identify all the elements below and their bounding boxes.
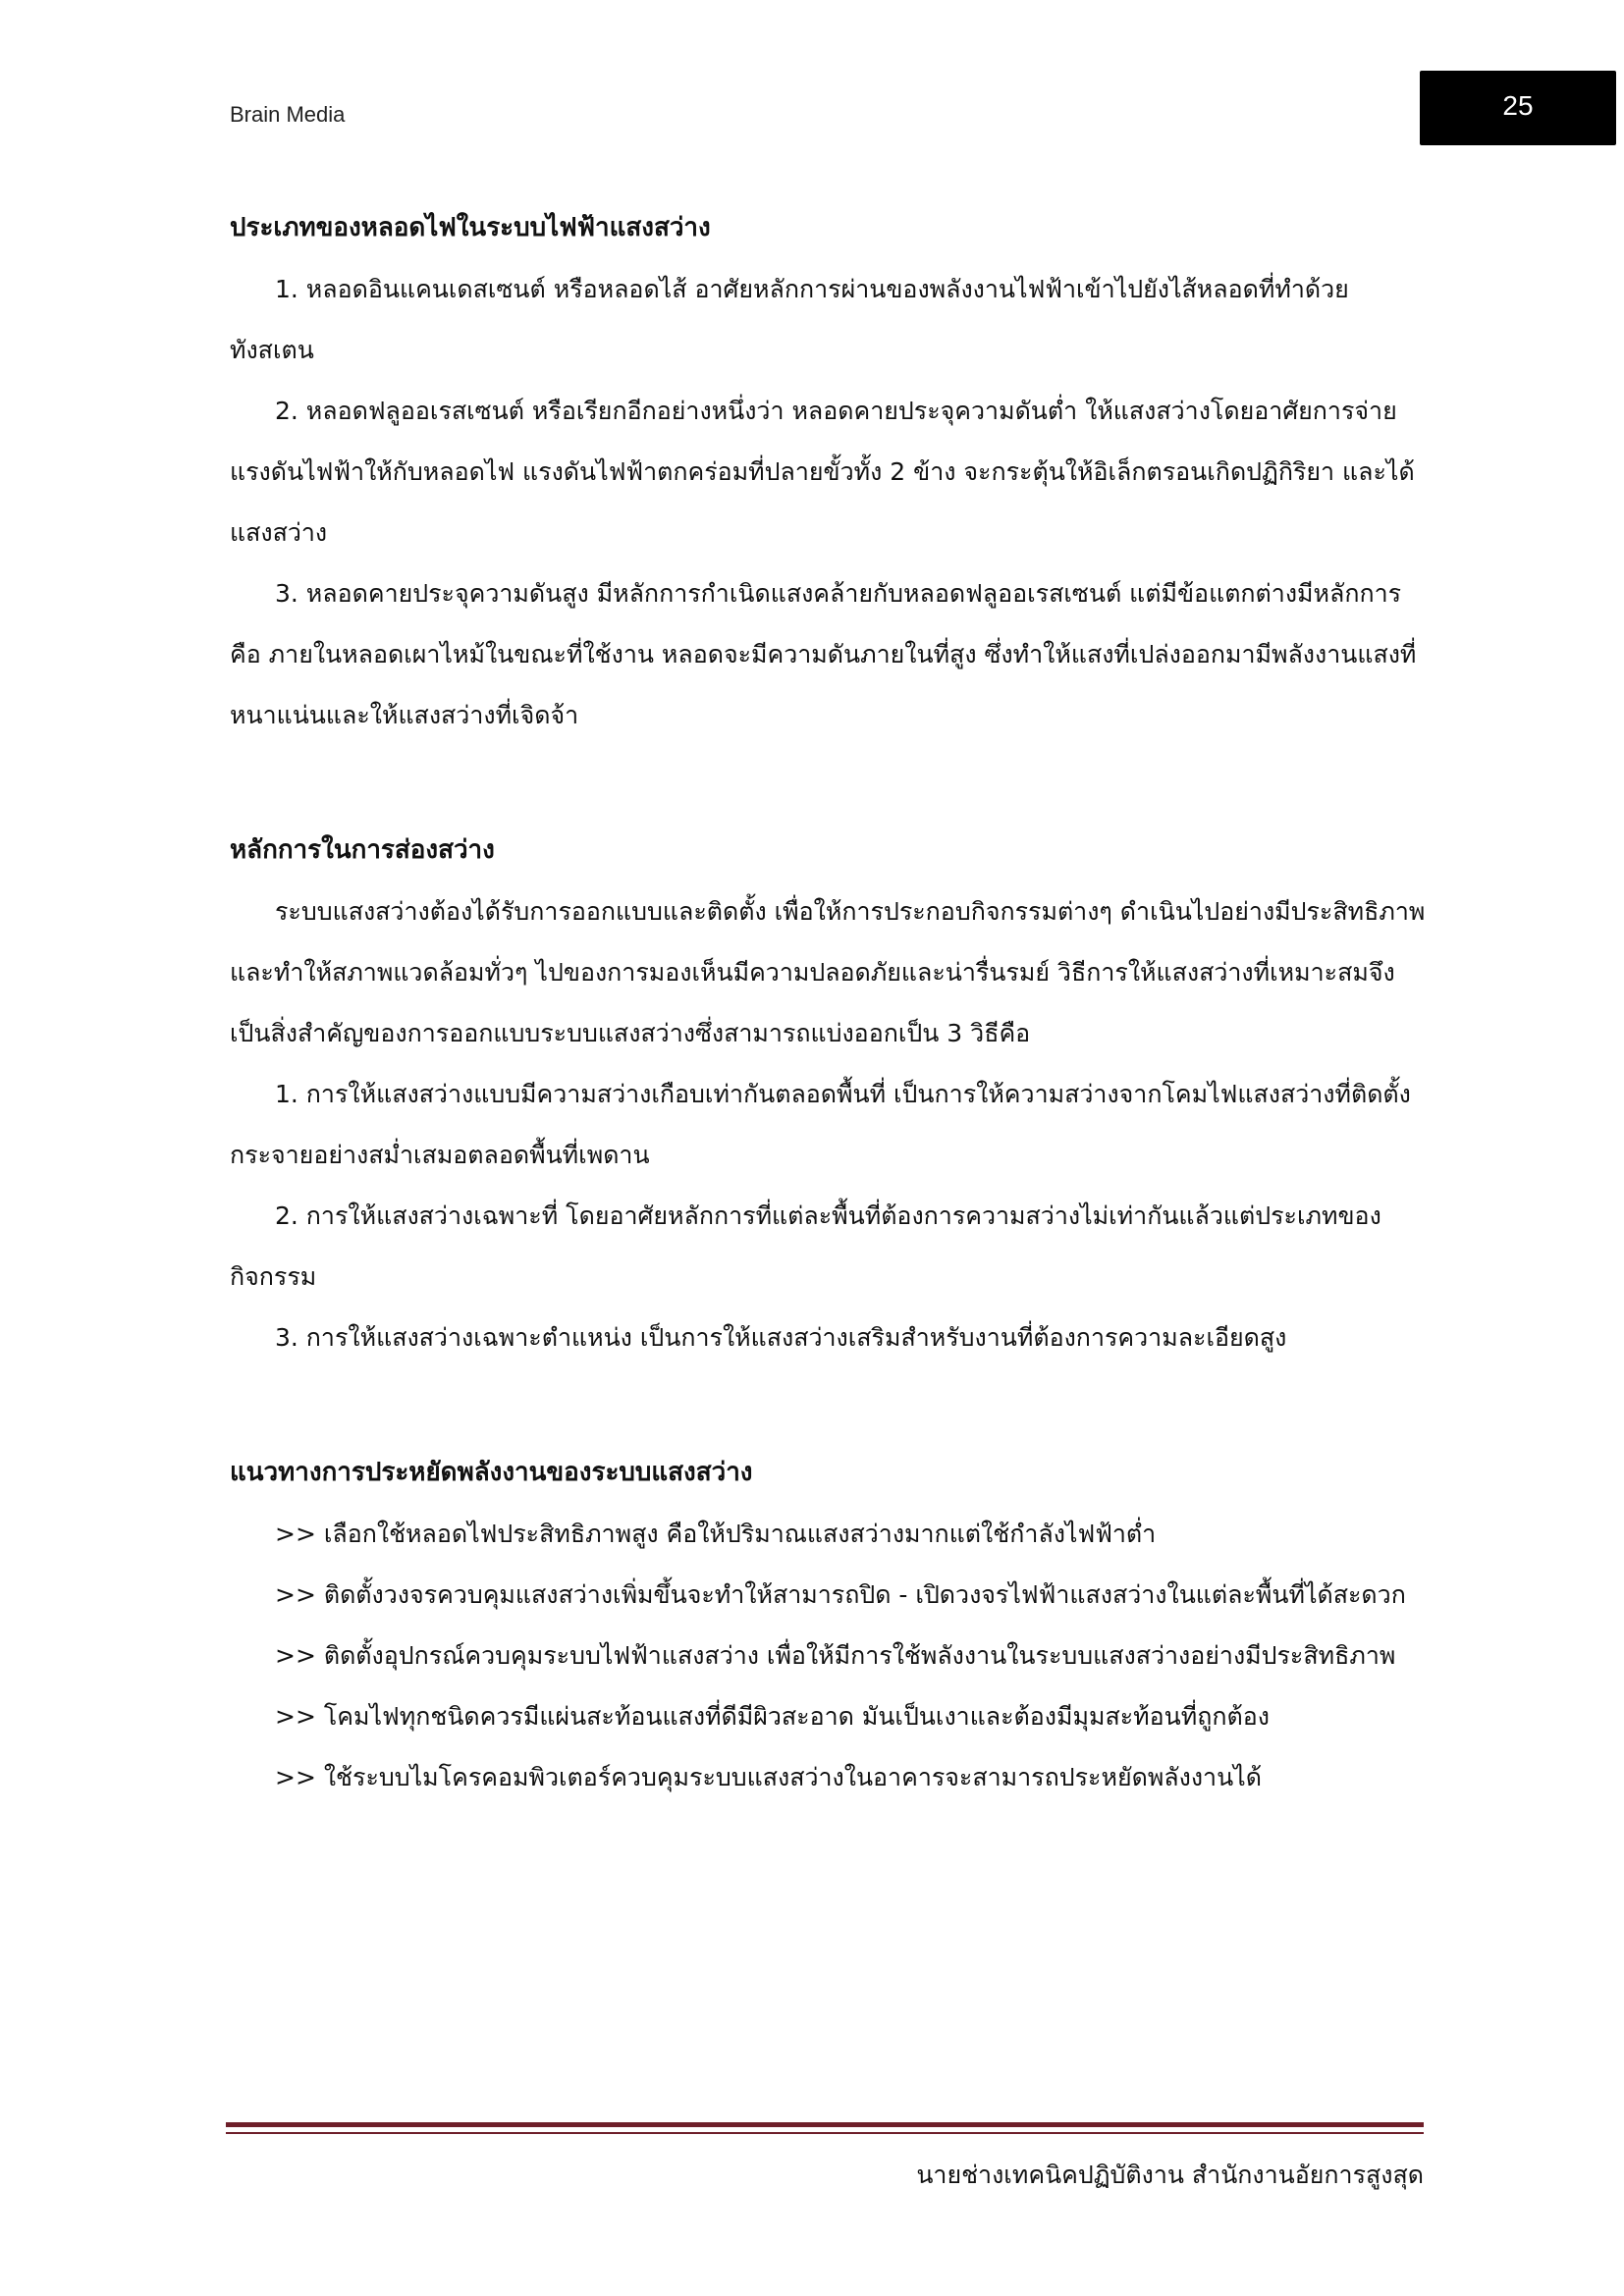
paragraph: 3. การให้แสงสว่างเฉพาะตำแหน่ง เป็นการให้แสงสว่างเสริมสำหรับงานที่ต้องการความละเอียดสูง: [275, 1323, 1287, 1352]
section-heading: หลักการในการส่องสว่าง: [230, 835, 495, 865]
footer-divider-thin: [226, 2132, 1424, 2134]
bullet-paragraph: >> ติดตั้งวงจรควบคุมแสงสว่างเพิ่มขึ้นจะทำให้สามารถปิด - เปิดวงจรไฟฟ้าแสงสว่างในแต่ละพื้นที่ได้สะดวก: [275, 1580, 1406, 1609]
paragraph: ระบบแสงสว่างต้องได้รับการออกแบบและติดตั้ง เพื่อให้การประกอบกิจกรรมต่างๆ ดำเนินไปอย่างมีประสิทธิภาพ และทำให้สภาพแวดล้อมทั่วๆ ไปของการมองเห็นมีความปลอดภัยและน่ารื่นรมย์ วิธีการให้แสงสว่างที่เหมาะสมจึงเป็นสิ่งสำคัญของการออกแบบระบบแสงสว่างซึ่งสามารถแบ่งออกเป็น 3 วิธีคือ: [230, 897, 1426, 1047]
paragraph: 3. หลอดคายประจุความดันสูง มีหลักการกำเนิดแสงคล้ายกับหลอดฟลูออเรสเซนต์ แต่มีข้อแตกต่างมีหลักการคือ ภายในหลอดเผาไหม้ในขณะที่ใช้งาน หลอดจะมีความดันภายในที่สูง ซึ่งทำให้แสงที่เปล่งออกมามีพลังงานแสงที่หนาแน่นและให้แสงสว่างที่เจิดจ้า: [230, 579, 1417, 729]
bullet-paragraph: >> ติดตั้งอุปกรณ์ควบคุมระบบไฟฟ้าแสงสว่าง เพื่อให้มีการใช้พลังงานในระบบแสงสว่างอย่างมีประสิทธิภาพ: [275, 1641, 1396, 1670]
paragraph: 1. การให้แสงสว่างแบบมีความสว่างเกือบเท่ากันตลอดพื้นที่ เป็นการให้ความสว่างจากโคมไฟแสงสว่างที่ติดตั้งกระจายอย่างสม่ำเสมอตลอดพื้นที่เพดาน: [230, 1080, 1411, 1169]
footer-text: นายช่างเทคนิคปฏิบัติงาน สำนักงานอัยการสูงสุด: [916, 2161, 1424, 2189]
section-lamp-types: [230, 196, 1428, 746]
paragraph: 1. หลอดอินแคนเดสเซนต์ หรือหลอดไส้ อาศัยหลักการผ่านของพลังงานไฟฟ้าเข้าไปยังไส้หลอดที่ทำด้วยทังสเตน: [230, 275, 1349, 364]
section-energy-saving: [230, 1441, 1428, 1808]
section-lighting-principles: [230, 819, 1428, 1368]
paragraph: 2. การให้แสงสว่างเฉพาะที่ โดยอาศัยหลักการที่แต่ละพื้นที่ต้องการความสว่างไม่เท่ากันแล้วแต่ประเภทของกิจกรรม: [230, 1201, 1381, 1291]
bullet-paragraph: >> ใช้ระบบไมโครคอมพิวเตอร์ควบคุมระบบแสงสว่างในอาคารจะสามารถประหยัดพลังงานได้: [275, 1763, 1262, 1791]
section-heading: แนวทางการประหยัดพลังงานของระบบแสงสว่าง: [230, 1458, 753, 1487]
bullet-paragraph: >> โคมไฟทุกชนิดควรมีแผ่นสะท้อนแสงที่ดีมีผิวสะอาด มันเป็นเงาและต้องมีมุมสะท้อนที่ถูกต้อง: [275, 1702, 1270, 1731]
paragraph: 2. หลอดฟลูออเรสเซนต์ หรือเรียกอีกอย่างหนึ่งว่า หลอดคายประจุความดันต่ำ ให้แสงสว่างโดยอาศัยการจ่ายแรงดันไฟฟ้าให้กับหลอดไฟ แรงดันไฟฟ้าตกคร่อมที่ปลายขั้วทั้ง 2 ข้าง จะกระตุ้นให้อิเล็กตรอนเกิดปฏิกิริยา และได้แสงสว่าง: [230, 397, 1415, 547]
page-content: [230, 196, 1428, 1808]
page-number: 25: [1502, 90, 1534, 121]
footer-divider-thick: [226, 2122, 1424, 2127]
bullet-paragraph: >> เลือกใช้หลอดไฟประสิทธิภาพสูง คือให้ปริมาณแสงสว่างมากแต่ใช้กำลังไฟฟ้าต่ำ: [275, 1520, 1157, 1548]
section-heading: ประเภทของหลอดไฟในระบบไฟฟ้าแสงสว่าง: [230, 213, 711, 242]
page-number-box: [1420, 71, 1616, 145]
header-brand: Brain Media: [230, 102, 346, 127]
